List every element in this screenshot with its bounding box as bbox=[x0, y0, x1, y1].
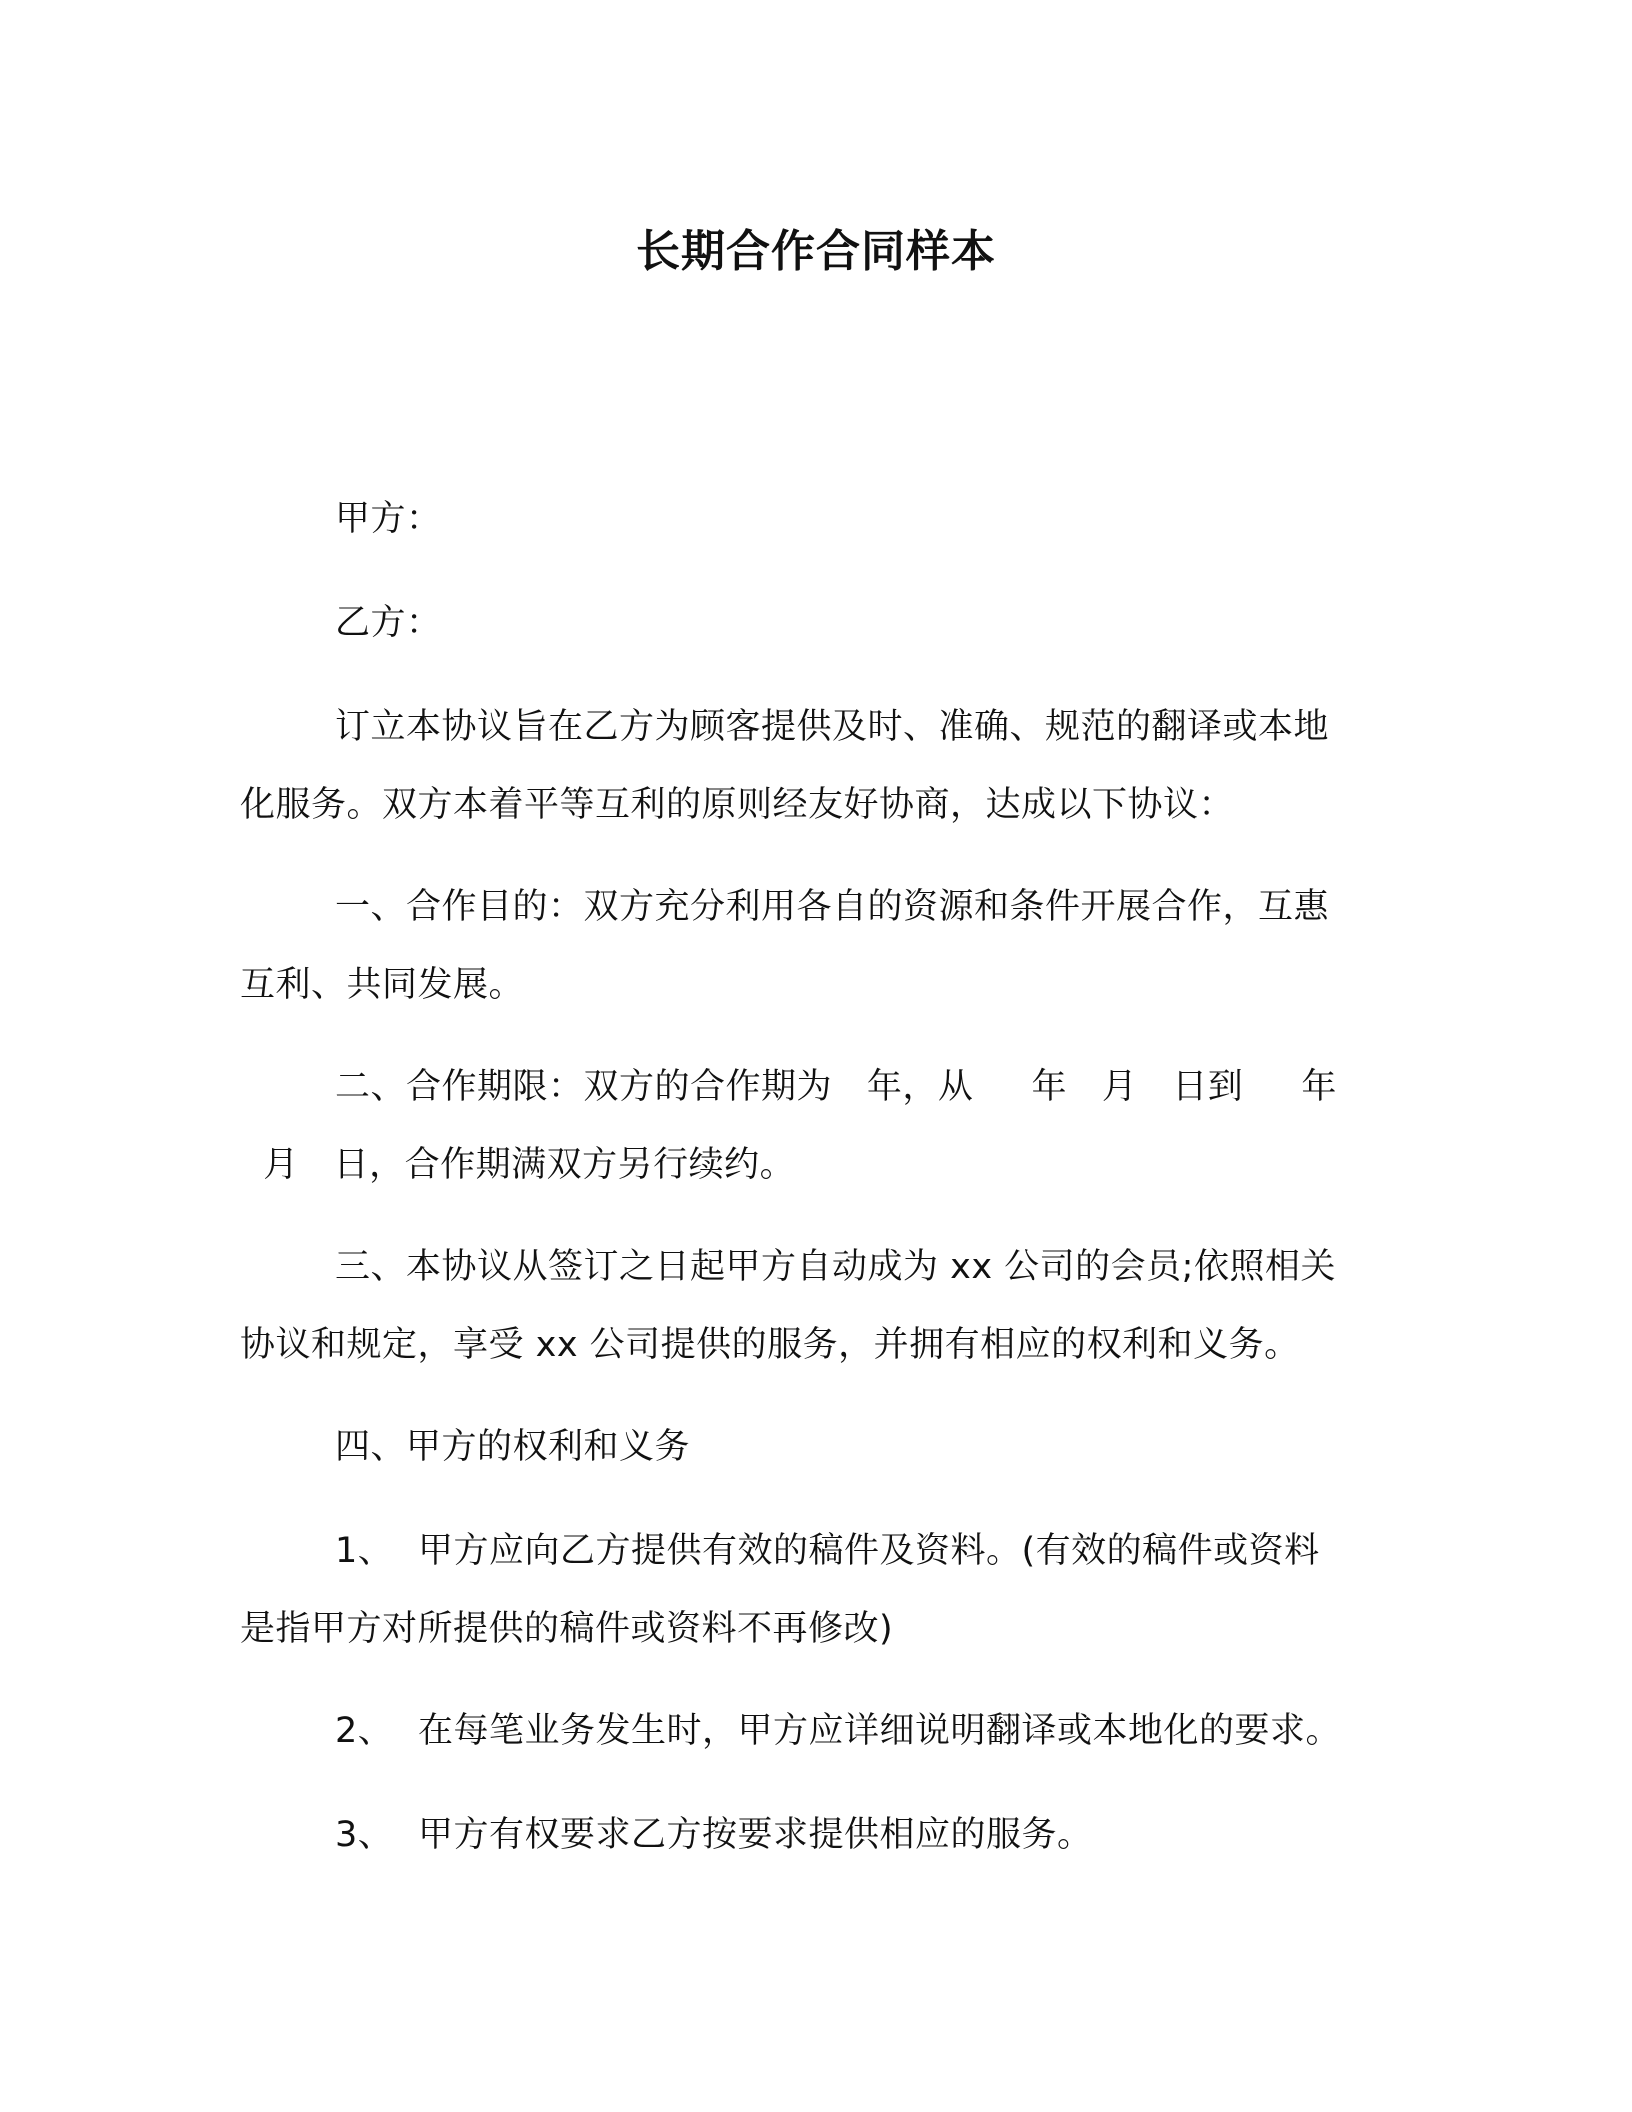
clause-4-item-3-line-1: 甲方有权要求乙方按要求提供相应的服务。 bbox=[418, 1815, 1093, 1855]
clause-4-item-1-line-2: 是指甲方对所提供的稿件或资料不再修改) bbox=[240, 1609, 894, 1649]
intro-line-1: 订立本协议旨在乙方为顾客提供及时、准确、规范的翻译或本地 bbox=[335, 707, 1330, 747]
clause-3-line-1: 三、本协议从签订之日起甲方自动成为 xx 公司的会员;依照相关 bbox=[335, 1247, 1336, 1287]
document-title: 长期合作合同样本 bbox=[636, 226, 996, 277]
clause-4-item-3-number: 3、 bbox=[335, 1815, 394, 1855]
intro-line-2: 化服务。双方本着平等互利的原则经友好协商，达成以下协议： bbox=[240, 785, 1235, 825]
clause-4-item-1-number: 1、 bbox=[335, 1531, 394, 1571]
party-a-label: 甲方： bbox=[335, 499, 442, 539]
clause-2-line-1: 二、合作期限：双方的合作期为 年，从 年 月 日到 年 bbox=[335, 1067, 1337, 1107]
clause-4-item-2-line-1: 在每笔业务发生时，甲方应详细说明翻译或本地化的要求。 bbox=[418, 1711, 1342, 1751]
clause-2-line-2: 月 日，合作期满双方另行续约。 bbox=[240, 1145, 796, 1185]
clause-4-item-1-line-1: 甲方应向乙方提供有效的稿件及资料。(有效的稿件或资料 bbox=[418, 1531, 1320, 1571]
clause-1-line-1: 一、合作目的：双方充分利用各自的资源和条件开展合作，互惠 bbox=[335, 887, 1330, 927]
clause-4-item-2-number: 2、 bbox=[335, 1711, 394, 1751]
party-b-label: 乙方： bbox=[335, 603, 442, 643]
clause-1-line-2: 互利、共同发展。 bbox=[240, 965, 525, 1005]
clause-3-line-2: 协议和规定，享受 xx 公司提供的服务，并拥有相应的权利和义务。 bbox=[240, 1325, 1300, 1365]
clause-4-heading: 四、甲方的权利和义务 bbox=[335, 1427, 691, 1467]
